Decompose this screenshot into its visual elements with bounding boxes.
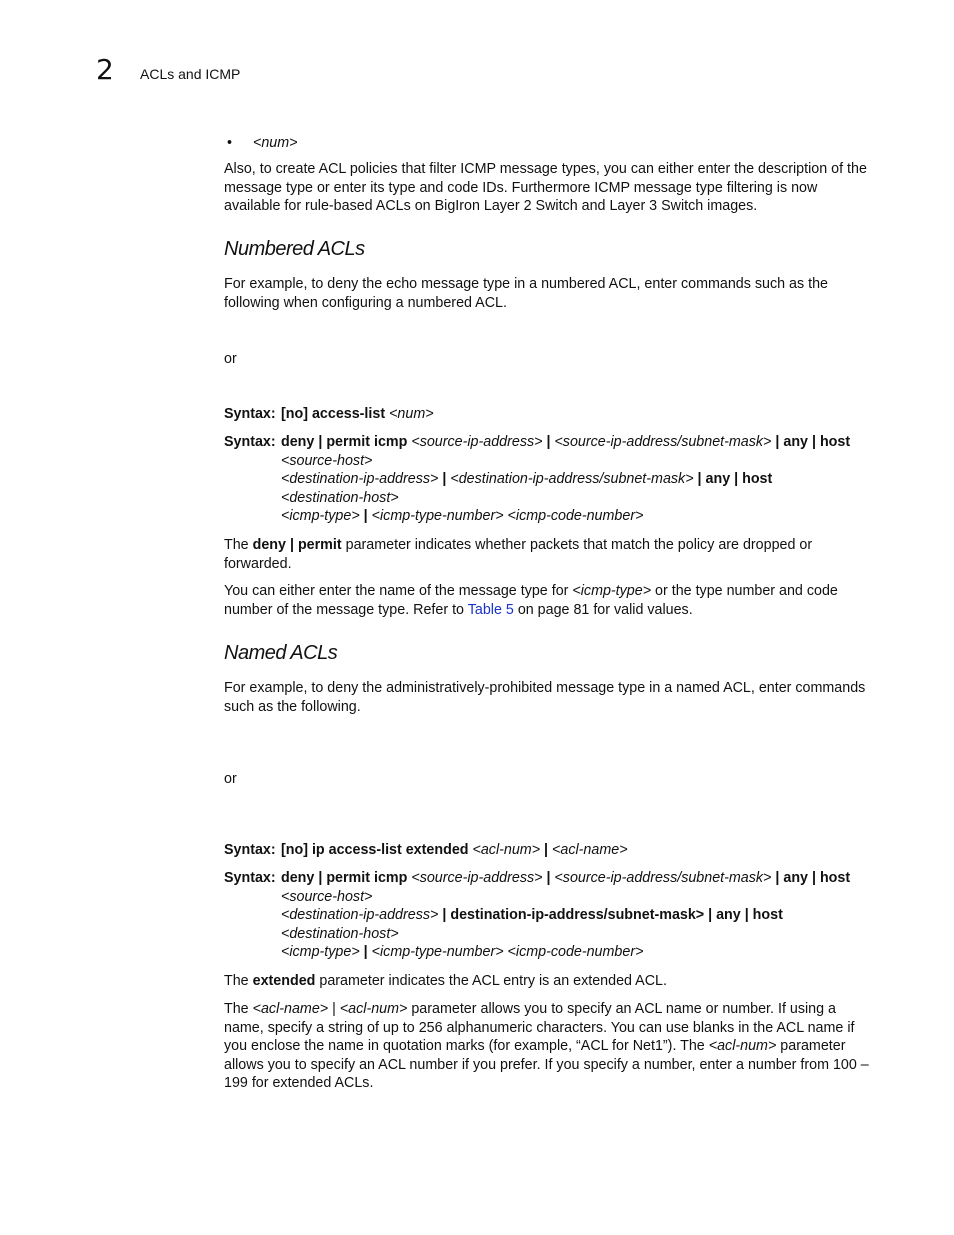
syntax-param: <icmp-type> [281, 508, 360, 525]
section-heading-numbered-acls: Numbered ACLs [224, 238, 365, 260]
named-example-paragraph: For example, to deny the administratively-prohibited message type in a named ACL, enter commands such as the following. [224, 680, 866, 715]
syntax-keyword: | any | host [775, 434, 851, 450]
syntax-separator: | [363, 944, 368, 961]
keyword-deny-permit: deny | permit [252, 537, 342, 553]
text-run: on page 81 for valid values. [517, 601, 693, 618]
numbered-syntax-access-list [224, 405, 884, 425]
syntax-param: <source-host> [281, 452, 373, 469]
syntax-keyword: | destination-ip-address/subnet-mask> | any | host [442, 907, 783, 924]
numbered-syntax-deny-permit [224, 433, 884, 528]
syntax-label: Syntax: [224, 434, 276, 450]
named-acl-name-paragraph [224, 1000, 874, 1093]
syntax-keyword: | any | host [697, 471, 773, 488]
syntax-separator: | [546, 870, 551, 886]
syntax-separator: | [544, 842, 549, 858]
numbered-icmp-type-paragraph [224, 582, 874, 619]
syntax-label: Syntax: [224, 870, 276, 886]
syntax-param: <acl-name> [552, 842, 628, 858]
syntax-param: <destination-ip-address> [281, 907, 439, 924]
text-run: The [224, 537, 249, 553]
syntax-param: <source-ip-address> [411, 870, 543, 886]
syntax-label: Syntax: [224, 406, 276, 422]
syntax-param: <icmp-type-number> [371, 944, 504, 961]
text-run: The [224, 973, 249, 989]
syntax-keyword: [no] ip access-list extended [281, 842, 469, 858]
numbered-or-text: or [224, 351, 237, 367]
keyword-extended: extended [252, 973, 316, 989]
numbered-example-paragraph: For example, to deny the echo message type in a numbered ACL, enter commands such as the following when configuring a numbered ACL. [224, 276, 828, 311]
text-run: parameter indicates the ACL entry is an extended ACL. [319, 973, 667, 989]
syntax-param: <icmp-type> [281, 944, 360, 961]
intro-paragraph: Also, to create ACL policies that filter ICMP message types, you can either enter the description of the message type or enter its type and code IDs. Furthermore ICMP message type filtering is now available for rule-based ACLs on BigIron Layer 2 Switch and Layer 3 Switch images. [224, 161, 867, 215]
text-run: You can either enter the name of the message type for [224, 583, 569, 599]
section-heading-named-acls: Named ACLs [224, 642, 338, 664]
syntax-param: <icmp-type-number> [371, 508, 504, 525]
syntax-param: <destination-host> [281, 925, 399, 942]
named-syntax-deny-permit [224, 869, 884, 964]
syntax-label: Syntax: [224, 842, 276, 858]
text-run: or the type number and code number of the message type. Refer to [224, 583, 838, 618]
text-run: parameter allows you to specify an ACL number if you prefer. If you specify a number, enter a number from 100 – 199 for extended ACLs. [224, 1038, 869, 1092]
chapter-number: 2 [96, 53, 114, 86]
syntax-param: <source-ip-address/subnet-mask> [554, 434, 772, 450]
syntax-param: <icmp-code-number> [507, 944, 644, 961]
syntax-param: <source-host> [281, 888, 373, 905]
numbered-deny-permit-paragraph [224, 536, 874, 573]
param-icmp-type: <icmp-type> [572, 583, 652, 599]
syntax-keyword: deny | permit icmp [281, 870, 408, 886]
text-run: | [332, 1001, 336, 1017]
syntax-param: <acl-num> [472, 842, 541, 858]
named-syntax-ip-access-list [224, 841, 884, 861]
syntax-keyword: | any | host [775, 870, 851, 886]
syntax-param: <destination-host> [281, 489, 399, 506]
bullet-marker: • [227, 135, 233, 151]
named-or-text: or [224, 771, 237, 787]
chapter-title: ACLs and ICMP [140, 66, 241, 82]
param-acl-num: <acl-num> [708, 1038, 777, 1055]
syntax-separator: | [363, 508, 368, 525]
bullet-item-num: <num> [253, 135, 298, 151]
text-run: parameter allows you to specify an ACL name or number. If using a name, specify a string of up to 256 alphanumeric characters. You can use blanks in the ACL name if you enclose the name in quotation marks (for example, “ACL for Net1”). The [224, 1001, 855, 1055]
syntax-keyword: deny | permit icmp [281, 434, 408, 450]
syntax-param: <destination-ip-address> [281, 471, 439, 488]
text-run: parameter indicates whether packets that match the policy are dropped or forwarded. [224, 537, 813, 572]
param-acl-name: <acl-name> [252, 1001, 329, 1017]
named-extended-paragraph [224, 972, 874, 991]
syntax-separator: | [546, 434, 551, 450]
syntax-param: <icmp-code-number> [507, 508, 644, 525]
text-run: The [224, 1001, 249, 1017]
syntax-param: <destination-ip-address/subnet-mask> [450, 471, 694, 488]
syntax-keyword: [no] access-list [281, 406, 386, 422]
param-acl-num: <acl-num> [339, 1001, 408, 1017]
syntax-param: <source-ip-address> [411, 434, 543, 450]
syntax-separator: | [442, 471, 447, 488]
syntax-param: <source-ip-address/subnet-mask> [554, 870, 772, 886]
table-5-link[interactable]: Table 5 [467, 601, 514, 618]
syntax-param: <num> [389, 406, 434, 422]
